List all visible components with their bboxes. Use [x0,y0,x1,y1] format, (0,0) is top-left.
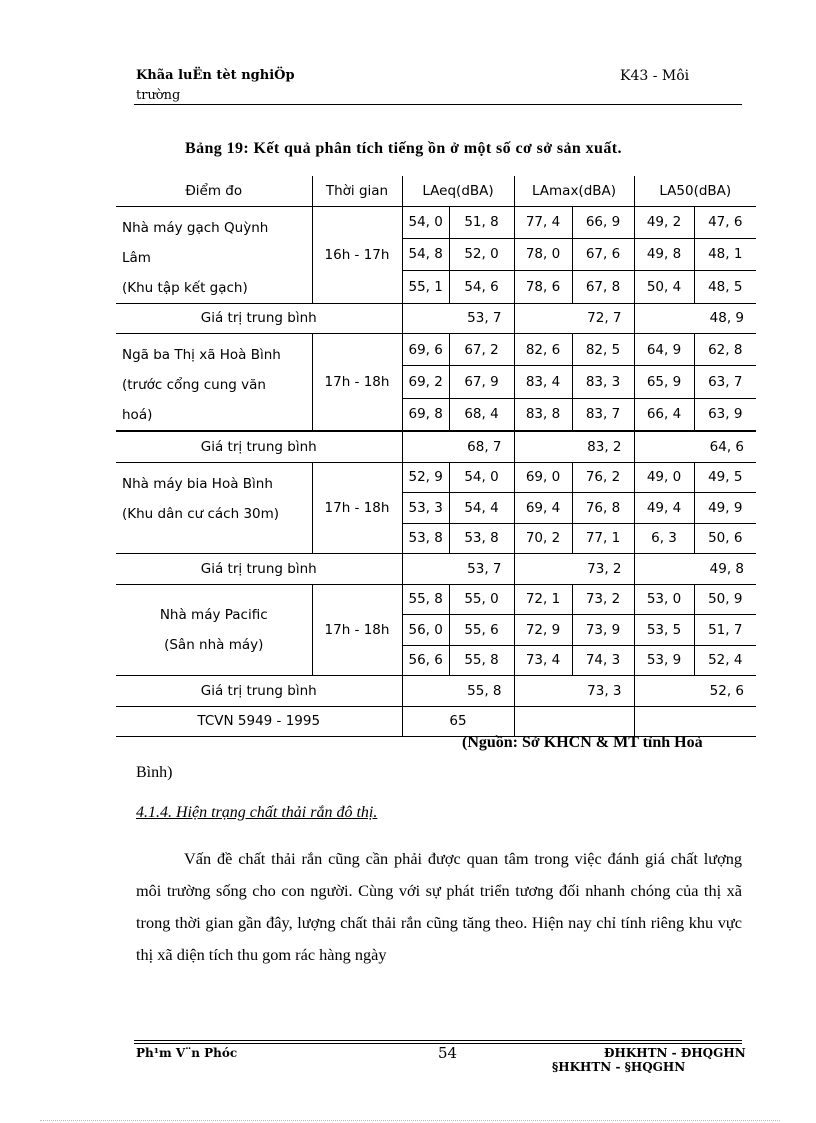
value-cell: 54, 0 [402,206,449,238]
value-cell: 55, 8 [402,584,449,615]
average-value: 73, 2 [514,554,634,585]
value-cell: 82, 6 [514,334,572,366]
value-cell: 50, 9 [694,584,756,615]
site-name-line: (trước cổng cung văn [122,377,266,393]
value-cell: 50, 4 [634,271,694,303]
site-name-cell [116,334,312,432]
site-name-cell [116,206,312,303]
value-cell: 56, 0 [402,615,449,646]
value-cell: 67, 6 [572,238,634,270]
value-cell: 48, 5 [694,271,756,303]
footer-institution: ĐHKHTN - ĐHQGHN [604,1046,746,1060]
column-header: LAmax(dBA) [514,176,634,206]
header-thesis-label: Khãa luËn tèt nghiÖp [136,68,295,83]
site-name-line: Nhà máy gạch Quỳnh [122,219,269,236]
empty-cell [634,706,756,737]
standard-label: TCVN 5949 - 1995 [116,706,402,737]
column-header: Điểm đo [116,176,312,206]
value-cell: 53, 8 [449,523,514,554]
value-cell: 55, 0 [449,584,514,615]
average-label: Giá trị trung bình [116,303,402,334]
site-name-cell [116,462,312,554]
value-cell: 83, 3 [572,366,634,398]
value-cell: 78, 6 [514,271,572,303]
value-cell: 67, 2 [449,334,514,366]
column-header: Thời gian [312,176,402,206]
value-cell: 69, 4 [514,493,572,524]
page-edge-dots [40,1120,780,1121]
paragraph-text: Vấn đề chất thải rắn cũng cần phải được quan tâm trong việc đánh giá chất lượng môi trường sống cho con người. Cùng với sự phát triển tương đối nhanh chóng của thị xã trong thời gian gần đây, lượng chất thải rắn cũng tăng theo. Hiện nay chỉ tính riêng khu vực thị xã diện tích thu gom rác hàng ngày [136,849,742,964]
value-cell: 54, 6 [449,271,514,303]
site-name-line: Nhà máy bia Hoà Bình [122,475,273,492]
value-cell: 66, 4 [634,398,694,431]
value-cell: 77, 4 [514,206,572,238]
average-value: 68, 7 [402,431,514,462]
value-cell: 73, 9 [572,615,634,646]
source-note-cont: Bình) [136,764,173,781]
value-cell: 55, 6 [449,615,514,646]
value-cell: 72, 1 [514,584,572,615]
section-heading: 4.1.4. Hiện trạng chất thải rắn đô thị. [136,804,378,821]
time-cell: 17h - 18h [312,462,402,554]
value-cell: 73, 2 [572,584,634,615]
value-cell: 63, 9 [694,398,756,431]
site-name-line: Lâm [122,249,151,266]
average-value: 73, 3 [514,676,634,707]
header-thesis-label-cont: trường [136,88,181,103]
column-header: LAeq(dBA) [402,176,514,206]
value-cell: 77, 1 [572,523,634,554]
average-label: Giá trị trung bình [116,554,402,585]
value-cell: 53, 8 [402,523,449,554]
average-row [116,554,756,585]
site-name-line: hoá) [122,407,153,423]
value-cell: 49, 0 [634,462,694,493]
value-cell: 65, 9 [634,366,694,398]
table-row [116,462,756,493]
source-note: (Nguồn: Sở KHCN & MT tỉnh Hoà [462,734,703,751]
value-cell: 56, 6 [402,645,449,676]
average-label: Giá trị trung bình [116,431,402,462]
average-value: 72, 7 [514,303,634,334]
header-divider [134,104,742,105]
time-cell: 16h - 17h [312,206,402,303]
standard-row [116,706,756,737]
value-cell: 76, 8 [572,493,634,524]
footer-institution-alt: §HKHTN - §HQGHN [552,1060,686,1074]
page-number: 54 [438,1044,458,1062]
value-cell: 54, 0 [449,462,514,493]
average-value: 53, 7 [402,554,514,585]
table-caption: Bảng 19: Kết quả phân tích tiếng ồn ở một số cơ sở sản xuất. [185,140,622,157]
value-cell: 83, 8 [514,398,572,431]
value-cell: 48, 1 [694,238,756,270]
value-cell: 73, 4 [514,645,572,676]
value-cell: 49, 8 [634,238,694,270]
value-cell: 66, 9 [572,206,634,238]
average-label: Giá trị trung bình [116,676,402,707]
time-cell: 17h - 18h [312,334,402,432]
value-cell: 55, 1 [402,271,449,303]
value-cell: 72, 9 [514,615,572,646]
average-value: 55, 8 [402,676,514,707]
value-cell: 51, 8 [449,206,514,238]
average-value: 49, 8 [634,554,756,585]
empty-cell [514,706,634,737]
site-name-line: (Khu tập kết gạch) [122,279,248,296]
value-cell: 69, 6 [402,334,449,366]
value-cell: 67, 8 [572,271,634,303]
average-row [116,431,756,462]
value-cell: 63, 7 [694,366,756,398]
value-cell: 53, 9 [634,645,694,676]
value-cell: 55, 8 [449,645,514,676]
body-paragraph [136,843,742,971]
value-cell: 69, 0 [514,462,572,493]
value-cell: 54, 8 [402,238,449,270]
site-name-line: (Khu dân cư cách 30m) [122,505,280,522]
column-header: LA50(dBA) [634,176,756,206]
value-cell: 67, 9 [449,366,514,398]
value-cell: 51, 7 [694,615,756,646]
site-name-cell [116,584,312,676]
value-cell: 74, 3 [572,645,634,676]
average-value: 48, 9 [634,303,756,334]
site-name-line: Ngã ba Thị xã Hoà Bình [122,347,281,363]
value-cell: 6, 3 [634,523,694,554]
table-row [116,334,756,366]
average-row [116,676,756,707]
value-cell: 52, 0 [449,238,514,270]
average-value: 64, 6 [634,431,756,462]
value-cell: 50, 6 [694,523,756,554]
value-cell: 49, 2 [634,206,694,238]
value-cell: 62, 8 [694,334,756,366]
header-course-label: K43 - Môi [620,68,690,84]
value-cell: 53, 0 [634,584,694,615]
value-cell: 78, 0 [514,238,572,270]
footer-divider [134,1040,742,1041]
value-cell: 83, 4 [514,366,572,398]
value-cell: 68, 4 [449,398,514,431]
value-cell: 49, 9 [694,493,756,524]
noise-results-table [116,176,756,737]
table-row [116,584,756,615]
value-cell: 53, 5 [634,615,694,646]
average-row [116,303,756,334]
value-cell: 64, 9 [634,334,694,366]
average-value: 52, 6 [634,676,756,707]
value-cell: 83, 7 [572,398,634,431]
value-cell: 52, 9 [402,462,449,493]
average-value: 83, 2 [514,431,634,462]
time-cell: 17h - 18h [312,584,402,676]
value-cell: 47, 6 [694,206,756,238]
value-cell: 69, 2 [402,366,449,398]
value-cell: 49, 5 [694,462,756,493]
value-cell: 70, 2 [514,523,572,554]
site-name-line: Nhà máy Pacific [159,606,268,623]
table-header-row [116,176,756,206]
table-row [116,206,756,238]
value-cell: 76, 2 [572,462,634,493]
site-name-line: (Sân nhà máy) [164,636,264,653]
footer-author: Ph¹m V¨n Phóc [136,1046,238,1060]
value-cell: 49, 4 [634,493,694,524]
value-cell: 69, 8 [402,398,449,431]
value-cell: 82, 5 [572,334,634,366]
standard-value: 65 [402,706,514,737]
value-cell: 52, 4 [694,645,756,676]
average-value: 53, 7 [402,303,514,334]
value-cell: 54, 4 [449,493,514,524]
value-cell: 53, 3 [402,493,449,524]
